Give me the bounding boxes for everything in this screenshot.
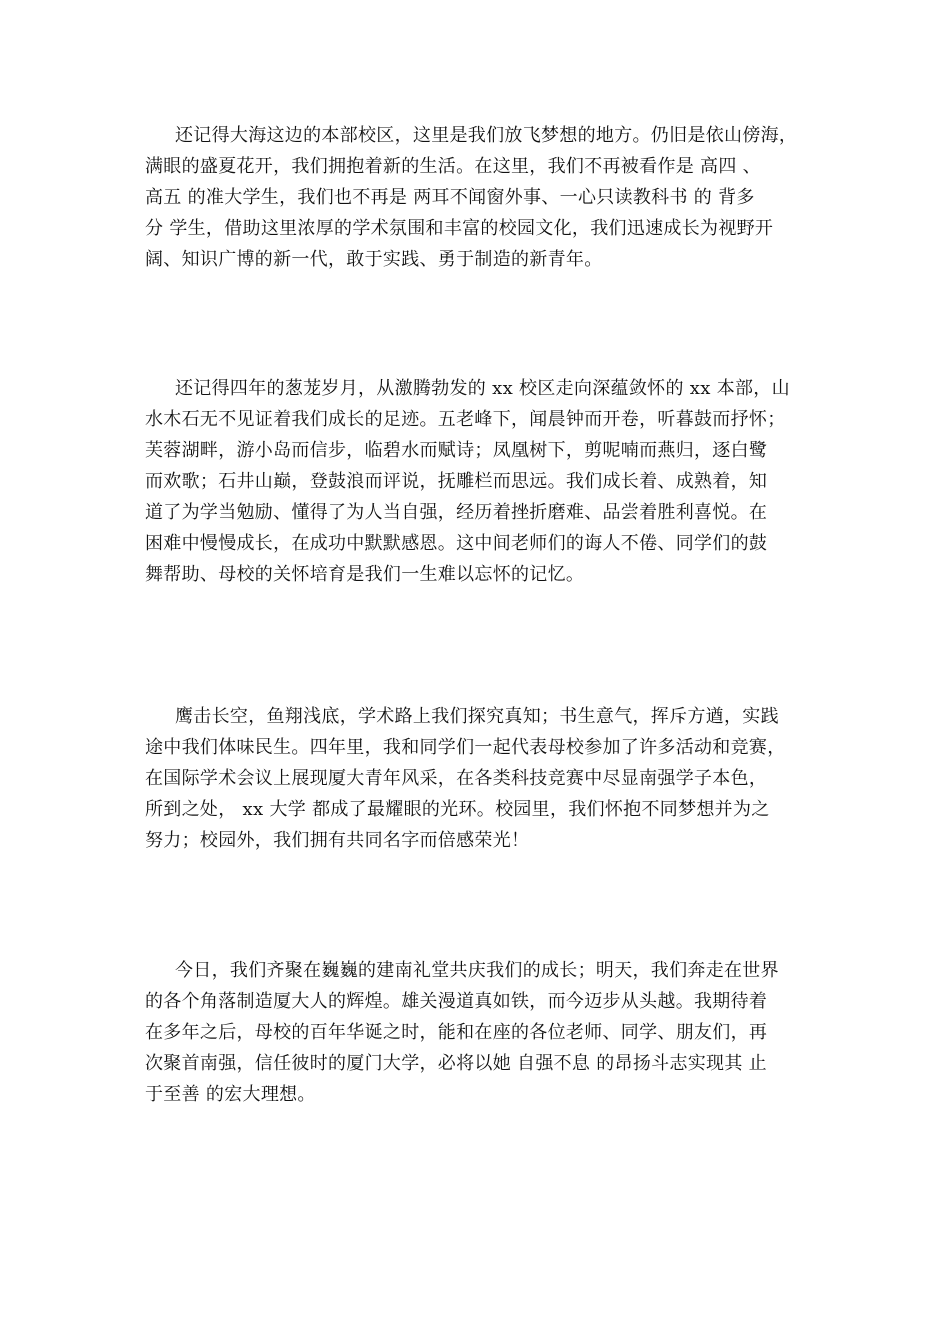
paragraph-line: 在国际学术会议上展现厦大青年风采，在各类科技竞赛中尽显南强学子本色， (145, 768, 768, 789)
paragraph-line: 分 学生，借助这里浓厚的学术氛围和丰富的校园文化，我们迅速成长为视野开 (145, 218, 774, 239)
paragraph-line: 在多年之后，母校的百年华诞之时，能和在座的各位老师、同学、朋友们，再 (145, 1022, 768, 1043)
paragraph-line: 还记得大海这边的本部校区，这里是我们放飞梦想的地方。仍旧是依山傍海， (175, 125, 798, 146)
paragraph-line: 次聚首南强，信任彼时的厦门大学，必将以她 自强不息 的昂扬斗志实现其 止 (145, 1053, 767, 1074)
paragraph-line: 道了为学当勉励、懂得了为人当自强，经历着挫折磨难、品尝着胜利喜悦。在 (145, 502, 768, 523)
paragraph-line: 水木石无不见证着我们成长的足迹。五老峰下，闻晨钟而开卷，听暮鼓而抒怀； (145, 409, 786, 430)
paragraph-line: 舞帮助、母校的关怀培育是我们一生难以忘怀的记忆。 (145, 564, 585, 585)
paragraph-main-campus (145, 120, 825, 275)
paragraph-line: 的各个角落制造厦大人的辉煌。雄关漫道真如铁，而今迈步从头越。我期待着 (145, 991, 768, 1012)
paragraph-line: 困难中慢慢成长，在成功中默默感恩。这中间老师们的诲人不倦、同学们的鼓 (145, 533, 768, 554)
paragraph-line: 满眼的盛夏花开，我们拥抱着新的生活。在这里，我们不再被看作是 高四 、 (145, 156, 761, 177)
paragraph-line: 芙蓉湖畔，游小岛而信步，临碧水而赋诗；凤凰树下，剪呢喃而燕归，逐白鹭 (145, 440, 768, 461)
paragraph-line: 高五 的准大学生，我们也不再是 两耳不闻窗外事、一心只读教科书 的 背多 (145, 187, 755, 208)
paragraph-line: 还记得四年的葱茏岁月，从激腾勃发的 xx 校区走向深蕴敛怀的 xx 本部，山 (175, 378, 790, 399)
paragraph-line: 于至善 的宏大理想。 (145, 1084, 316, 1105)
paragraph-line: 鹰击长空，鱼翔浅底，学术路上我们探究真知；书生意气，挥斥方遒，实践 (175, 706, 779, 727)
paragraph-line: 努力；校园外，我们拥有共同名字而倍感荣光！ (145, 830, 530, 851)
paragraph-line: 而欢歌；石井山巅，登鼓浪而评说，抚雕栏而思远。我们成长着、成熟着，知 (145, 471, 768, 492)
paragraph-four-years (145, 373, 825, 590)
paragraph-line: 所到之处， xx 大学 都成了最耀眼的光环。校园里，我们怀抱不同梦想并为之 (145, 799, 770, 820)
paragraph-achievements (145, 701, 825, 856)
paragraph-line: 途中我们体味民生。四年里，我和同学们一起代表母校参加了许多活动和竞赛， (145, 737, 786, 758)
paragraph-today (145, 955, 825, 1110)
paragraph-line: 阔、知识广博的新一代，敢于实践、勇于制造的新青年。 (145, 249, 603, 270)
paragraph-line: 今日，我们齐聚在巍巍的建南礼堂共庆我们的成长；明天，我们奔走在世界 (175, 960, 779, 981)
